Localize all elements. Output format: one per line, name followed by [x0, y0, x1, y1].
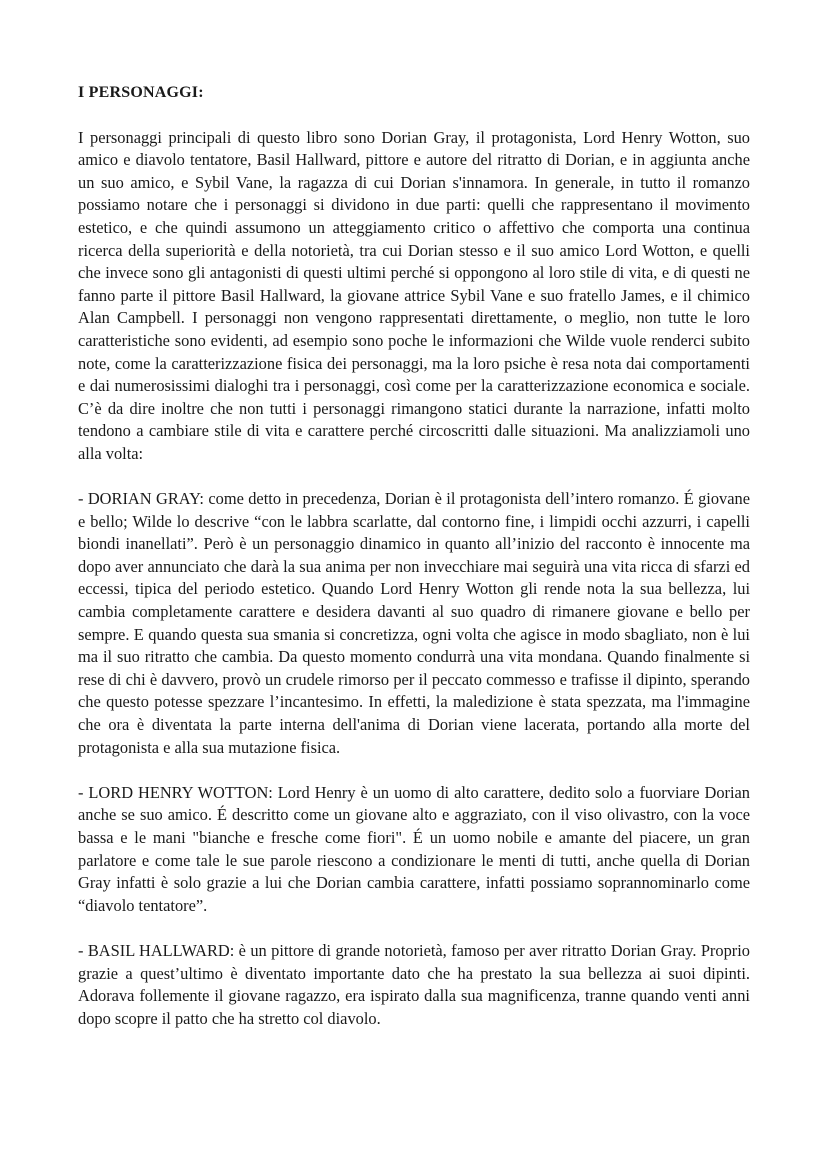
basil-hallward-paragraph: - BASIL HALLWARD: è un pittore di grande notorietà, famoso per aver ritratto Dorian Gray. Proprio grazie a quest’ultimo è diventato importante dato che ha prestato la sua bellezza ai suoi dipinti. Adorava follemente il giovane ragazzo, era ispirato dalla sua magnificenza, tranne quando venti anni dopo scopre il patto che ha stretto col diavolo.	[78, 940, 750, 1028]
section-heading: I PERSONAGGI:	[78, 84, 204, 101]
intro-paragraph: I personaggi principali di questo libro sono Dorian Gray, il protagonista, Lord Henry Wotton, suo amico e diavolo tentatore, Basil Hallward, pittore e autore del ritratto di Dorian, e in aggiunta anche un suo amico, e Sybil Vane, la ragazza di cui Dorian s'innamora. In generale, in tutto il romanzo possiamo notare che i personaggi si dividono in due parti: quelli che rappresentano il movimento estetico, e che quindi assumono un atteggiamento critico o affettivo che comporta una continua ricerca della superiorità e della notorietà, tra cui Dorian stesso e il suo amico Lord Wotton, e quelli che invece sono gli antagonisti di questi ultimi perché si oppongono al loro stile di vita, e di questi ne fanno parte il pittore Basil Hallward, la giovane attrice Sybil Vane e suo fratello James, e il chimico Alan Campbell. I personaggi non vengono rappresentati direttamente, o meglio, non tutte le loro caratteristiche sono evidenti, ad esempio sono poche le informazioni che Wilde vuole renderci subito note, come la caratterizzazione fisica dei personaggi, ma la loro psiche è resa nota dai comportamenti e dai numerosissimi dialoghi tra i personaggi, così come per la caratterizzazione economica e sociale. C’è da dire inoltre che non tutti i personaggi rimangono statici durante la narrazione, infatti molto tendono a cambiare stile di vita e carattere perché circoscritti dalle situazioni. Ma analizziamoli uno alla volta:	[78, 127, 750, 463]
dorian-gray-paragraph: - DORIAN GRAY: come detto in precedenza, Dorian è il protagonista dell’intero romanzo. É giovane e bello; Wilde lo descrive “con le labbra scarlatte, dal contorno fine, i limpidi occhi azzurri, i capelli biondi inanellati”. Però è un personaggio dinamico in quanto all’inizio del racconto è innocente ma dopo aver annunciato che darà la sua anima per non invecchiare mai seguirà una vita ricca di sfarzi ed eccessi, tipica del periodo estetico. Quando Lord Henry Wotton gli rende nota la sua bellezza, lui cambia completamente carattere e desidera davanti al suo quadro di rimanere giovane e bello per sempre. E quando questa sua smania si concretizza, ogni volta che agisce in modo sbagliato, non è lui ma il suo ritratto che cambia. Da questo momento condurrà una vita mondana. Quando finalmente si rese di chi è davvero, provò un crudele rimorso per il peccato commesso e trafisse il dipinto, sperando che questo potesse spezzare l’incantesimo. In effetti, la maledizione è stata spezzata, ma l'immagine che ora è diventata la parte interna dell'anima di Dorian viene lacerata, portando alla morte del protagonista e alla sua mutazione fisica.	[78, 489, 750, 757]
lord-henry-paragraph: - LORD HENRY WOTTON: Lord Henry è un uomo di alto carattere, dedito solo a fuorviare Dorian anche se suo amico. É descritto come un giovane alto e aggraziato, con il viso olivastro, con la voce bassa e le mani "bianche e fresche come fiori". É un uomo nobile e amante del piacere, un gran parlatore e come tale le sue parole riescono a condizionare le menti di tutti, anche quella di Dorian Gray infatti è solo grazie a lui che Dorian cambia carattere, infatti possiamo soprannominarlo come “diavolo tentatore”.	[78, 782, 750, 915]
document-page	[78, 82, 750, 1030]
